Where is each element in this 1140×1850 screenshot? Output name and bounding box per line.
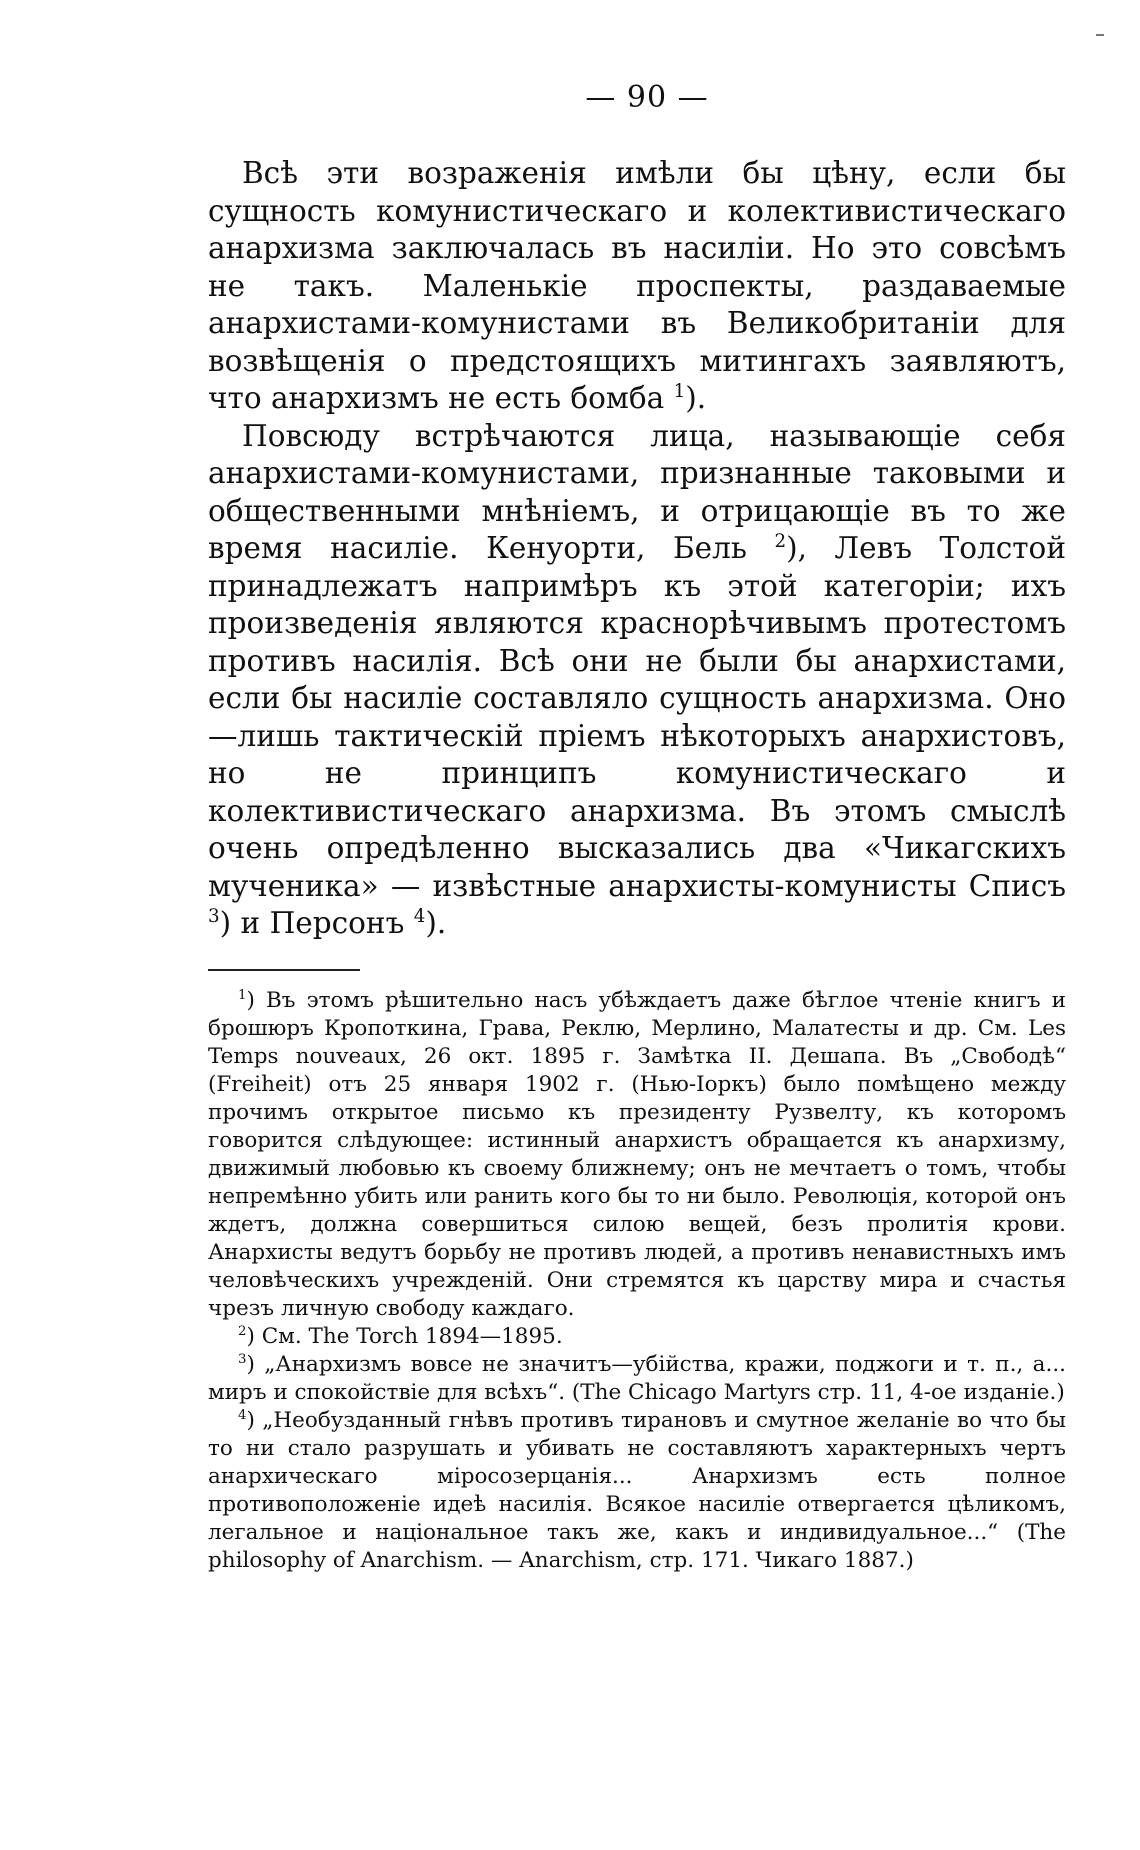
paragraph-2-text-a: Повсюду встрѣчаются лица, называющіе себя анархистами-комунистами, признанные таковыми и общественными мнѣніемъ, и отрицающіе въ то же время насиліе. Кенуорти, Бель <box>208 418 1066 565</box>
footnote-4 <box>208 1407 1066 1575</box>
footnote-ref-2: 2 <box>774 531 787 553</box>
paragraph-1-text: Всѣ эти возраженія имѣли бы цѣну, если бы сущность комунистическаго и колективистическаго анархизма заключалась въ насиліи. Но это совсѣмъ не такъ. Маленькіе проспекты, раздаваемые анархистами-комунистами въ Великобританіи для возвѣщенія о предстоящихъ митингахъ заявляютъ, что анархизмъ не есть бомба <box>208 156 1066 415</box>
footnote-3-marker: 3 <box>238 1351 247 1367</box>
footnotes <box>208 987 1066 1575</box>
footnote-2-text: ) См. The Torch 1894—1895. <box>246 1323 563 1349</box>
footnote-3 <box>208 1351 1066 1407</box>
footnote-4-text: ) „Необузданный гнѣвъ противъ тирановъ и смутное желаніе во что бы то ни стало разрушать и убивать не составляютъ характерныхъ чертъ анархическаго міросозерцанія... Анархизмъ есть полное противоположеніе идеѣ насилія. Всякое насиліе отвергается цѣликомъ, легальное и національное такъ же, какъ и индивидуальное...“ (The philosophy of Anarchism. — Anarchism, стр. 171. Чикаго 1887.) <box>208 1407 1066 1573</box>
footnote-2 <box>208 1323 1066 1351</box>
scan-mark <box>1096 34 1104 36</box>
footnote-ref-3: 3 <box>208 906 220 928</box>
footnote-1-marker: 1 <box>238 987 247 1003</box>
paragraph-1 <box>208 155 1066 418</box>
paragraph-2-text-c: ) и Персонъ <box>219 906 414 940</box>
page-number: — 90 — <box>585 80 709 115</box>
footnote-2-marker: 2 <box>238 1323 247 1339</box>
paragraph-2-text-b: ), Левъ Толстой принадлежатъ напримѣръ къ этой категоріи; ихъ произведенія являются краснорѣчивымъ протестомъ противъ насилія. Всѣ они не были бы анархистами, если бы насиліе составляло сущность анархизма. Оно—лишь тактическій пріемъ нѣкоторыхъ анархистовъ, но не принципъ комунистическаго и колективистическаго анархизма. Въ этомъ смыслѣ очень опредѣленно высказались два «Чикагскихъ мученика» — извѣстные анархисты-комунисты Списъ <box>208 531 1066 903</box>
paragraph-2-text-d: ). <box>425 906 447 940</box>
main-text <box>208 155 1066 943</box>
footnote-rule <box>208 969 360 971</box>
footnote-ref-1: 1 <box>673 381 686 403</box>
footnote-1 <box>208 987 1066 1323</box>
paragraph-2 <box>208 418 1066 943</box>
book-page <box>208 80 1066 1575</box>
footnote-1-text: ) Въ этомъ рѣшительно насъ убѣждаетъ даже бѣглое чтеніе книгъ и брошюръ Кропоткина, Грава, Реклю, Мерлино, Малатесты и др. См. Les Temps nouveaux, 26 окт. 1895 г. Замѣтка II. Дешапа. Въ „Свободѣ“ (Freiheit) отъ 25 января 1902 г. (Нью-Іоркъ) было помѣщено между прочимъ открытое письмо къ президенту Рузвелту, къ которомъ говорится слѣдующее: истинный анархистъ обращается къ анархизму, движимый любовью къ своему ближнему; онъ не мечтаетъ о томъ, чтобы непремѣнно убить или ранить кого бы то ни было. Революція, которой онъ ждетъ, должна совершиться силою вещей, безъ пролитія крови. Анархисты ведутъ борьбу не противъ людей, а противъ ненавистныхъ имъ человѣческихъ учрежденій. Они стремятся къ царству мира и счастья чрезъ личную свободу каждаго. <box>208 987 1066 1321</box>
footnote-ref-4: 4 <box>413 906 426 928</box>
footnote-3-text: ) „Анархизмъ вовсе не значитъ—убійства, кражи, поджоги и т. п., а... миръ и спокойствіе для всѣхъ“. (The Chicago Martyrs стр. 11, 4-ое изданіе.) <box>208 1351 1066 1405</box>
footnote-4-marker: 4 <box>238 1407 247 1423</box>
paragraph-1-end: ). <box>685 381 707 415</box>
